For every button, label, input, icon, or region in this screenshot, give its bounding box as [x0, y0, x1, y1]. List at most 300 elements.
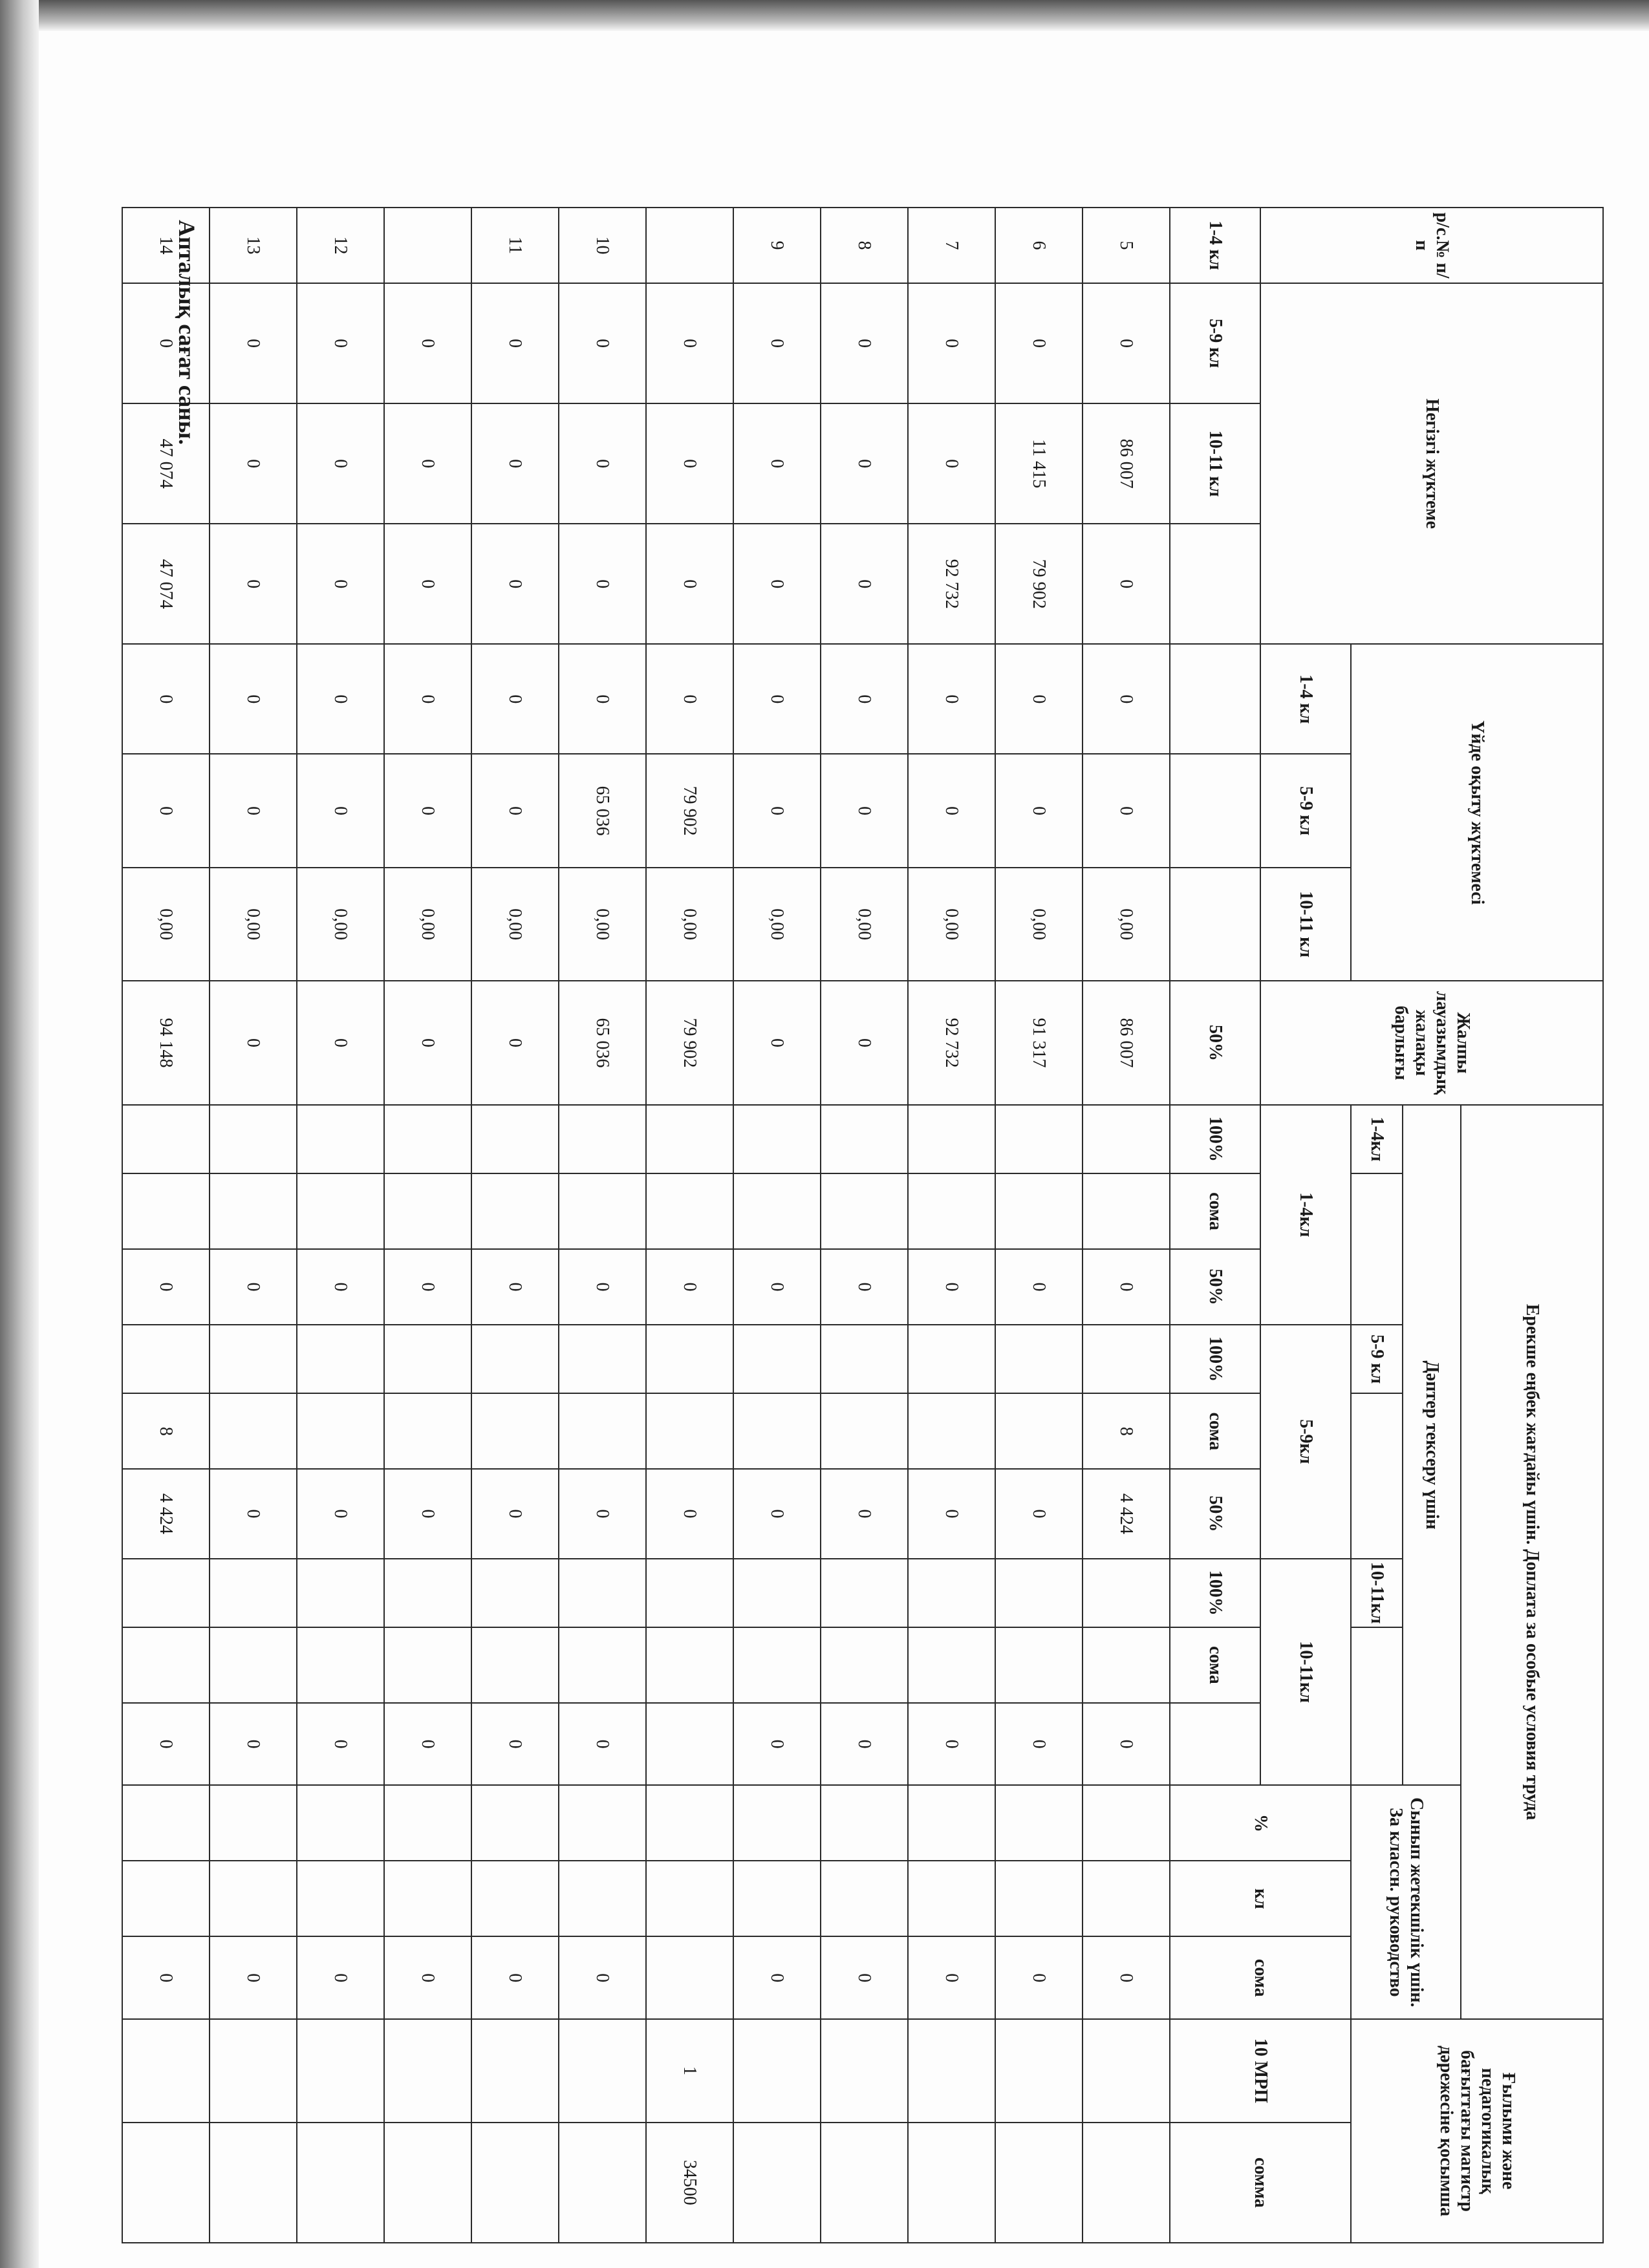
table-cell: 0: [821, 1703, 908, 1786]
header-masters-degree: Ғылыми және педагогикалық бағыттағы магистр дәрежесіне қосымша: [1351, 2019, 1603, 2243]
table-cell: [471, 2123, 559, 2243]
header-rownum: р/с.№ п/п: [1260, 208, 1603, 283]
table-cell: 0: [384, 644, 471, 754]
table-cell: 0: [646, 403, 733, 524]
table-cell: 0: [471, 1703, 559, 1786]
header-a-soma: сома: [1170, 1173, 1260, 1249]
header-home-10-11: 10-11 кл: [1260, 868, 1351, 981]
table-row: [210, 208, 297, 2243]
header-somma: сомма: [1170, 2123, 1351, 2243]
table-cell: 0: [995, 1469, 1083, 1558]
header-n-10-11: 10-11кл: [1351, 1559, 1403, 1627]
table-cell: [733, 2123, 821, 2243]
table-cell: [908, 2019, 995, 2123]
table-cell: [995, 2123, 1083, 2243]
table-cell: [297, 2123, 384, 2243]
header-home-blank-2: [1170, 644, 1260, 754]
scan-left-shadow: [0, 0, 39, 2268]
table-cell: 0,00: [297, 868, 384, 981]
header-n-5-9b: 5-9кл: [1260, 1325, 1351, 1559]
table-cell: [122, 2019, 210, 2123]
table-cell: [122, 1861, 210, 1936]
table-cell: [297, 2019, 384, 2123]
table-cell: 0: [733, 403, 821, 524]
table-cell: [646, 1861, 733, 1936]
table-cell: 0: [471, 1936, 559, 2019]
table-cell: [210, 1325, 297, 1393]
table-cell: 0: [297, 1469, 384, 1558]
header-basic-1-4: 1-4 кл: [1170, 208, 1260, 283]
table-cell: 79 902: [646, 981, 733, 1104]
header-n-5-9: 5-9 кл: [1351, 1325, 1403, 1393]
table-cell: 0: [559, 644, 646, 754]
table-cell: 0: [122, 754, 210, 867]
table-cell: [122, 2123, 210, 2243]
table-cell: 0: [384, 403, 471, 524]
table-cell: 0: [471, 1249, 559, 1325]
table-cell: 0: [908, 644, 995, 754]
table-cell: [559, 1105, 646, 1173]
header-n-1-4: 1-4кл: [1351, 1105, 1403, 1173]
payroll-table: [122, 207, 1604, 2243]
header-c-soma: сома: [1170, 1393, 1260, 1469]
table-cell: 0: [559, 1469, 646, 1558]
header-a-100: 100%: [1170, 1105, 1260, 1173]
table-cell: [297, 1861, 384, 1936]
table-cell: 0: [995, 283, 1083, 403]
table-row: [122, 208, 210, 2243]
table-cell: 11 415: [995, 403, 1083, 524]
table-cell: [297, 1173, 384, 1249]
table-cell: 0: [297, 754, 384, 867]
header-d-50: 50%: [1170, 1469, 1260, 1558]
table-cell: [384, 1785, 471, 1861]
table-cell: [821, 2019, 908, 2123]
table-cell: [210, 1627, 297, 1703]
rotated-sheet: [136, 207, 1604, 2243]
table-cell: [559, 1861, 646, 1936]
table-cell: 0: [908, 1936, 995, 2019]
table-cell: 8: [122, 1393, 210, 1469]
table-cell: [733, 1325, 821, 1393]
table-cell: [821, 1559, 908, 1627]
table-cell: 0: [733, 524, 821, 644]
table-cell: 0: [733, 1249, 821, 1325]
header-mrp: 10 МРП: [1170, 2019, 1351, 2123]
table-cell: 0: [646, 524, 733, 644]
table-row: [821, 208, 908, 2243]
table-cell: [1083, 1861, 1170, 1936]
table-cell: 0: [210, 754, 297, 867]
table-cell: [297, 1105, 384, 1173]
table-cell: 0: [995, 1703, 1083, 1786]
header-percent: %: [1170, 1785, 1351, 1861]
table-cell: [210, 1393, 297, 1469]
table-cell: [908, 1559, 995, 1627]
header-n-10-11b: 10-11кл: [1260, 1559, 1351, 1786]
table-cell: [908, 1173, 995, 1249]
table-cell: [471, 1559, 559, 1627]
table-cell: 0: [908, 1249, 995, 1325]
table-cell: 0: [995, 754, 1083, 867]
table-cell: 0: [471, 981, 559, 1104]
table-cell: [995, 1173, 1083, 1249]
table-cell: 0: [1083, 1249, 1170, 1325]
table-cell: [1083, 2123, 1170, 2243]
table-cell: [297, 1627, 384, 1703]
table-cell: [471, 1173, 559, 1249]
table-cell: 0,00: [471, 868, 559, 981]
table-cell: [297, 1393, 384, 1469]
table-cell: [733, 2019, 821, 2123]
table-cell: [559, 1559, 646, 1627]
table-cell: 0: [297, 644, 384, 754]
table-cell: [733, 1173, 821, 1249]
table-cell: 0: [733, 981, 821, 1104]
header-n-1-4b: 1-4кл: [1260, 1105, 1351, 1325]
table-cell: [384, 1627, 471, 1703]
table-cell: [559, 1325, 646, 1393]
table-cell: 0: [210, 1703, 297, 1786]
table-cell: 0: [122, 1936, 210, 2019]
table-cell: [821, 1325, 908, 1393]
table-cell: 0: [384, 1469, 471, 1558]
table-cell: 4 424: [122, 1469, 210, 1558]
table-cell: [559, 1393, 646, 1469]
table-cell: [646, 1105, 733, 1173]
table-cell: [908, 2123, 995, 2243]
table-cell: 0: [471, 524, 559, 644]
table-cell: 0: [821, 524, 908, 644]
table-cell: [821, 1105, 908, 1173]
table-cell: [908, 1393, 995, 1469]
table-cell: 0: [210, 1936, 297, 2019]
table-cell: [384, 1559, 471, 1627]
table-cell: [646, 1785, 733, 1861]
header-basic-5-9: 5-9 кл: [1170, 283, 1260, 403]
table-cell: [471, 2019, 559, 2123]
table-cell: 0: [384, 1703, 471, 1786]
header-special-conditions: Ерекше еңбек жағдайы үшін. Доплата за особые условия труда: [1461, 1105, 1603, 2019]
table-cell: [210, 1559, 297, 1627]
table-cell: 91 317: [995, 981, 1083, 1104]
table-cell: [471, 1325, 559, 1393]
table-cell: [733, 1393, 821, 1469]
table-cell: [646, 1936, 733, 2019]
table-cell: 0,00: [384, 868, 471, 981]
table-row: [646, 208, 733, 2243]
table-cell: [559, 1173, 646, 1249]
table-cell: [908, 1627, 995, 1703]
table-cell: 0: [559, 1936, 646, 2019]
table-cell: 0: [471, 644, 559, 754]
table-cell: 0: [995, 1249, 1083, 1325]
table-cell: [733, 1785, 821, 1861]
table-cell: [559, 2019, 646, 2123]
table-cell: 0: [559, 283, 646, 403]
table-cell: 79 902: [646, 754, 733, 867]
table-cell: [1083, 1627, 1170, 1703]
table-cell: 0: [995, 1936, 1083, 2019]
table-row: [908, 208, 995, 2243]
table-cell: 0: [297, 524, 384, 644]
table-cell: [384, 1105, 471, 1173]
table-cell: 0: [210, 283, 297, 403]
table-cell: 0: [559, 1703, 646, 1786]
table-cell: [821, 1785, 908, 1861]
table-cell: [995, 1393, 1083, 1469]
table-cell: 0: [384, 283, 471, 403]
header-basic-load: Негізгі жүктеме: [1260, 283, 1603, 644]
table-cell: 0,00: [122, 868, 210, 981]
table-cell: 0: [908, 1703, 995, 1786]
table-cell: 0: [559, 403, 646, 524]
table-cell: [471, 1105, 559, 1173]
table-cell: [210, 1173, 297, 1249]
table-cell: [384, 2123, 471, 2243]
table-cell: 0: [122, 1703, 210, 1786]
table-cell: 0: [297, 283, 384, 403]
row-number-cell: 14: [122, 208, 210, 283]
table-cell: [1083, 2019, 1170, 2123]
table-cell: [908, 1785, 995, 1861]
table-cell: 0: [646, 283, 733, 403]
table-cell: [821, 1627, 908, 1703]
table-cell: [122, 1785, 210, 1861]
table-cell: 0: [733, 1936, 821, 2019]
header-kl: кл: [1170, 1861, 1351, 1936]
table-cell: 0: [297, 1703, 384, 1786]
table-cell: [210, 2019, 297, 2123]
table-cell: [210, 2123, 297, 2243]
table-cell: 0: [733, 1703, 821, 1786]
table-cell: 0: [821, 754, 908, 867]
table-cell: 0: [297, 403, 384, 524]
header-home-blank-3: [1170, 754, 1260, 867]
row-number-cell: [384, 208, 471, 283]
table-cell: [908, 1861, 995, 1936]
table-cell: 47 074: [122, 403, 210, 524]
header-class-leadership: Сынып жетекшілік үшін. За классн. руководство: [1351, 1785, 1461, 2019]
table-cell: 47 074: [122, 524, 210, 644]
table-cell: [821, 1861, 908, 1936]
table-cell: [995, 1861, 1083, 1936]
table-cell: 0: [122, 644, 210, 754]
table-cell: [995, 1105, 1083, 1173]
table-cell: [471, 1861, 559, 1936]
table-cell: 92 732: [908, 524, 995, 644]
table-cell: [122, 1627, 210, 1703]
table-cell: [384, 1173, 471, 1249]
table-cell: 86 007: [1083, 403, 1170, 524]
table-cell: 0: [297, 1249, 384, 1325]
table-cell: 0: [646, 1249, 733, 1325]
table-cell: 0: [210, 524, 297, 644]
table-cell: 0,00: [1083, 868, 1170, 981]
table-cell: 0: [733, 644, 821, 754]
table-cell: [559, 1785, 646, 1861]
row-number-cell: 6: [995, 208, 1083, 283]
header-soma-leadership: сома: [1170, 1936, 1351, 2019]
header-a-50: 50%: [1170, 981, 1260, 1104]
table-cell: 0: [1083, 524, 1170, 644]
table-row: [733, 208, 821, 2243]
table-cell: 0: [908, 1469, 995, 1558]
table-cell: [297, 1785, 384, 1861]
table-cell: 0,00: [559, 868, 646, 981]
table-cell: 0: [646, 644, 733, 754]
row-number-cell: 7: [908, 208, 995, 283]
row-number-cell: 8: [821, 208, 908, 283]
table-cell: 0: [297, 981, 384, 1104]
table-cell: 94 148: [122, 981, 210, 1104]
table-cell: [646, 1627, 733, 1703]
table-cell: 0: [733, 1469, 821, 1558]
table-cell: [646, 1393, 733, 1469]
table-cell: [995, 1785, 1083, 1861]
table-cell: 0: [471, 403, 559, 524]
table-cell: 0: [297, 1936, 384, 2019]
table-cell: [995, 1559, 1083, 1627]
table-cell: 0: [821, 1249, 908, 1325]
row-number-cell: 13: [210, 208, 297, 283]
table-cell: [471, 1393, 559, 1469]
table-cell: [821, 1173, 908, 1249]
table-cell: [1083, 1105, 1170, 1173]
table-cell: [559, 2123, 646, 2243]
table-cell: [646, 1559, 733, 1627]
table-cell: 0: [821, 283, 908, 403]
header-home-blank-1: [1170, 524, 1260, 644]
table-cell: 8: [1083, 1393, 1170, 1469]
table-row: [1083, 208, 1170, 2243]
table-cell: [471, 1785, 559, 1861]
table-cell: 0: [1083, 754, 1170, 867]
table-cell: [122, 1559, 210, 1627]
table-cell: [122, 1325, 210, 1393]
row-number-cell: 11: [471, 208, 559, 283]
table-cell: [821, 1393, 908, 1469]
table-cell: 0: [384, 1249, 471, 1325]
table-cell: [908, 1105, 995, 1173]
table-cell: 34500: [646, 2123, 733, 2243]
table-cell: [908, 1325, 995, 1393]
table-cell: 79 902: [995, 524, 1083, 644]
table-cell: 0: [122, 1249, 210, 1325]
table-cell: 0: [559, 524, 646, 644]
table-cell: 0: [908, 283, 995, 403]
table-cell: 65 036: [559, 754, 646, 867]
table-cell: 0: [1083, 283, 1170, 403]
table-cell: [384, 1393, 471, 1469]
table-cell: 0: [384, 981, 471, 1104]
scan-top-shadow: [0, 0, 1649, 31]
table-cell: 0: [1083, 1936, 1170, 2019]
header-c-50: 50%: [1170, 1249, 1260, 1325]
table-cell: 0,00: [821, 868, 908, 981]
table-row: [384, 208, 471, 2243]
table-row: [995, 208, 1083, 2243]
header-total-blank: [1170, 868, 1260, 981]
table-cell: [384, 1861, 471, 1936]
table-cell: [733, 1559, 821, 1627]
table-cell: 0: [908, 754, 995, 867]
table-cell: [733, 1627, 821, 1703]
row-number-cell: 12: [297, 208, 384, 283]
table-cell: [646, 1325, 733, 1393]
table-cell: [646, 1173, 733, 1249]
table-cell: 86 007: [1083, 981, 1170, 1104]
table-cell: 0: [821, 1936, 908, 2019]
table-cell: 0: [210, 981, 297, 1104]
header-total-salary: Жалпы лауазымдық жалақы барлығы: [1260, 981, 1603, 1104]
table-cell: 0,00: [646, 868, 733, 981]
table-cell: [122, 1173, 210, 1249]
table-cell: 0: [1083, 1703, 1170, 1786]
table-row: [559, 208, 646, 2243]
table-cell: [210, 1861, 297, 1936]
table-cell: 65 036: [559, 981, 646, 1104]
table-cell: 0,00: [733, 868, 821, 981]
table-cell: [297, 1559, 384, 1627]
table-cell: [646, 1703, 733, 1786]
table-cell: [995, 1325, 1083, 1393]
table-cell: [733, 1861, 821, 1936]
table-cell: 0: [733, 754, 821, 867]
table-cell: 0,00: [210, 868, 297, 981]
table-cell: 0: [210, 1249, 297, 1325]
table-cell: [384, 1325, 471, 1393]
header-n-5-9-blank: [1351, 1393, 1403, 1558]
table-cell: 0: [210, 1469, 297, 1558]
table-cell: [471, 1627, 559, 1703]
weekly-hours-caption: Апталық сағат саны.: [174, 220, 200, 445]
row-number-cell: 9: [733, 208, 821, 283]
table-cell: 0: [122, 283, 210, 403]
table-cell: 0: [384, 1936, 471, 2019]
table-cell: 0: [646, 1469, 733, 1558]
table-cell: 0: [1083, 644, 1170, 754]
header-d-100: 100%: [1170, 1559, 1260, 1627]
table-cell: 0: [210, 644, 297, 754]
row-number-cell: 10: [559, 208, 646, 283]
table-cell: [995, 1627, 1083, 1703]
table-cell: 92 732: [908, 981, 995, 1104]
table-cell: 0: [384, 524, 471, 644]
header-home-1-4: 1-4 кл: [1260, 644, 1351, 754]
row-number-cell: [646, 208, 733, 283]
header-n-1-4-blank: [1351, 1173, 1403, 1325]
table-cell: 0: [210, 403, 297, 524]
table-cell: [210, 1105, 297, 1173]
table-cell: 0: [908, 403, 995, 524]
table-cell: [1083, 1785, 1170, 1861]
table-cell: 4 424: [1083, 1469, 1170, 1558]
header-home-5-9: 5-9 кл: [1260, 754, 1351, 867]
table-cell: 0: [384, 754, 471, 867]
table-cell: [297, 1325, 384, 1393]
table-cell: [384, 2019, 471, 2123]
table-cell: 0,00: [995, 868, 1083, 981]
table-cell: [1083, 1559, 1170, 1627]
table-cell: [122, 1105, 210, 1173]
table-cell: 0: [821, 403, 908, 524]
table-cell: [821, 2123, 908, 2243]
header-n-10-11-blank: [1351, 1627, 1403, 1786]
header-basic-10-11: 10-11 кл: [1170, 403, 1260, 524]
header-notebook-check: Дәптер тексеру үшін: [1403, 1105, 1461, 1786]
table-cell: [733, 1105, 821, 1173]
